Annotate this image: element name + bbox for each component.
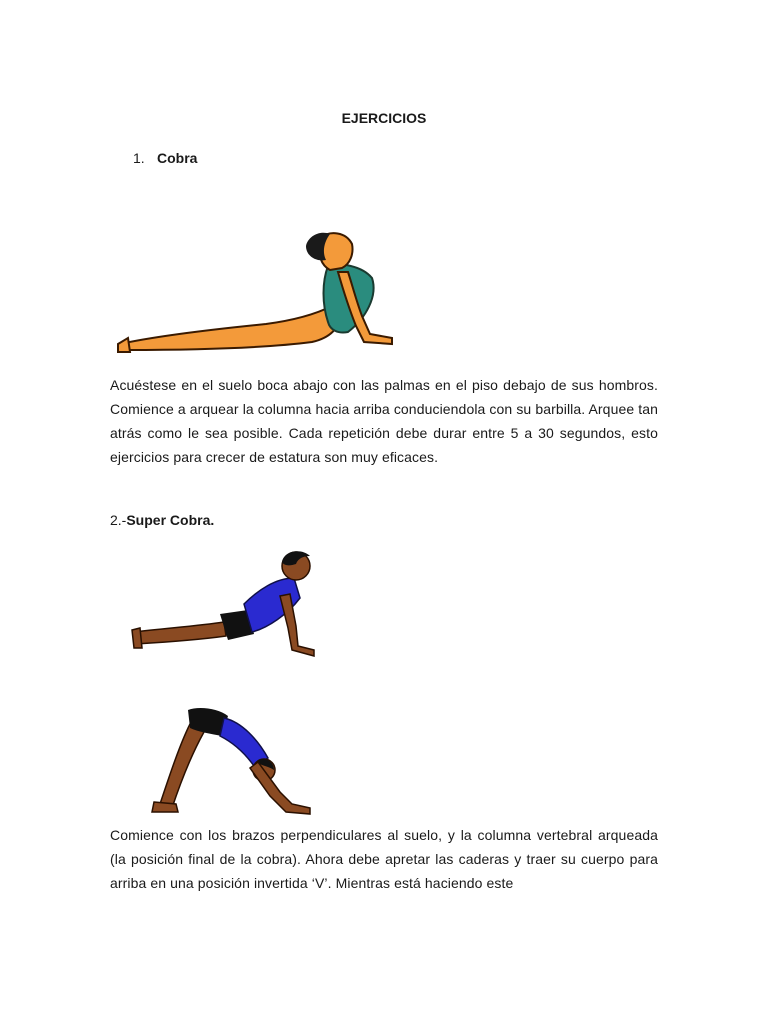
paragraph-super-cobra: Comience con los brazos perpendiculares al suelo, y la columna vertebral arqueada (la posición final de la cobra). Ahora debe apretar las caderas y traer su cuerpo para arriba en una posición invertida ‘V’. Mientras está haciendo este [110,827,658,891]
section-heading-super-cobra [110,512,214,528]
section-heading-cobra [133,150,197,166]
cobra-figure-svg [116,226,398,354]
upward-dog-figure-svg [128,548,324,660]
paragraph-cobra: Acuéstese en el suelo boca abajo con las palmas en el piso debajo de sus hombros. Comience a arquear la columna hacia arriba conduciendola con su barbilla. Arquee tan atrás como le sea posible. Cada repetición debe durar entre 5 a 30 segundos, esto ejercicios para crecer de estatura son muy eficaces. [110,377,658,465]
upward-dog-pose-illustration [128,548,324,660]
page-title: EJERCICIOS [341,110,427,126]
cobra-pose-illustration [116,226,398,354]
downward-dog-pose-illustration [146,704,316,818]
section-label: Super Cobra. [126,512,215,528]
downward-dog-figure-svg [146,704,316,818]
section-label: Cobra [157,150,198,166]
section-number: 2.- [110,512,127,528]
section-number: 1. [133,150,145,166]
